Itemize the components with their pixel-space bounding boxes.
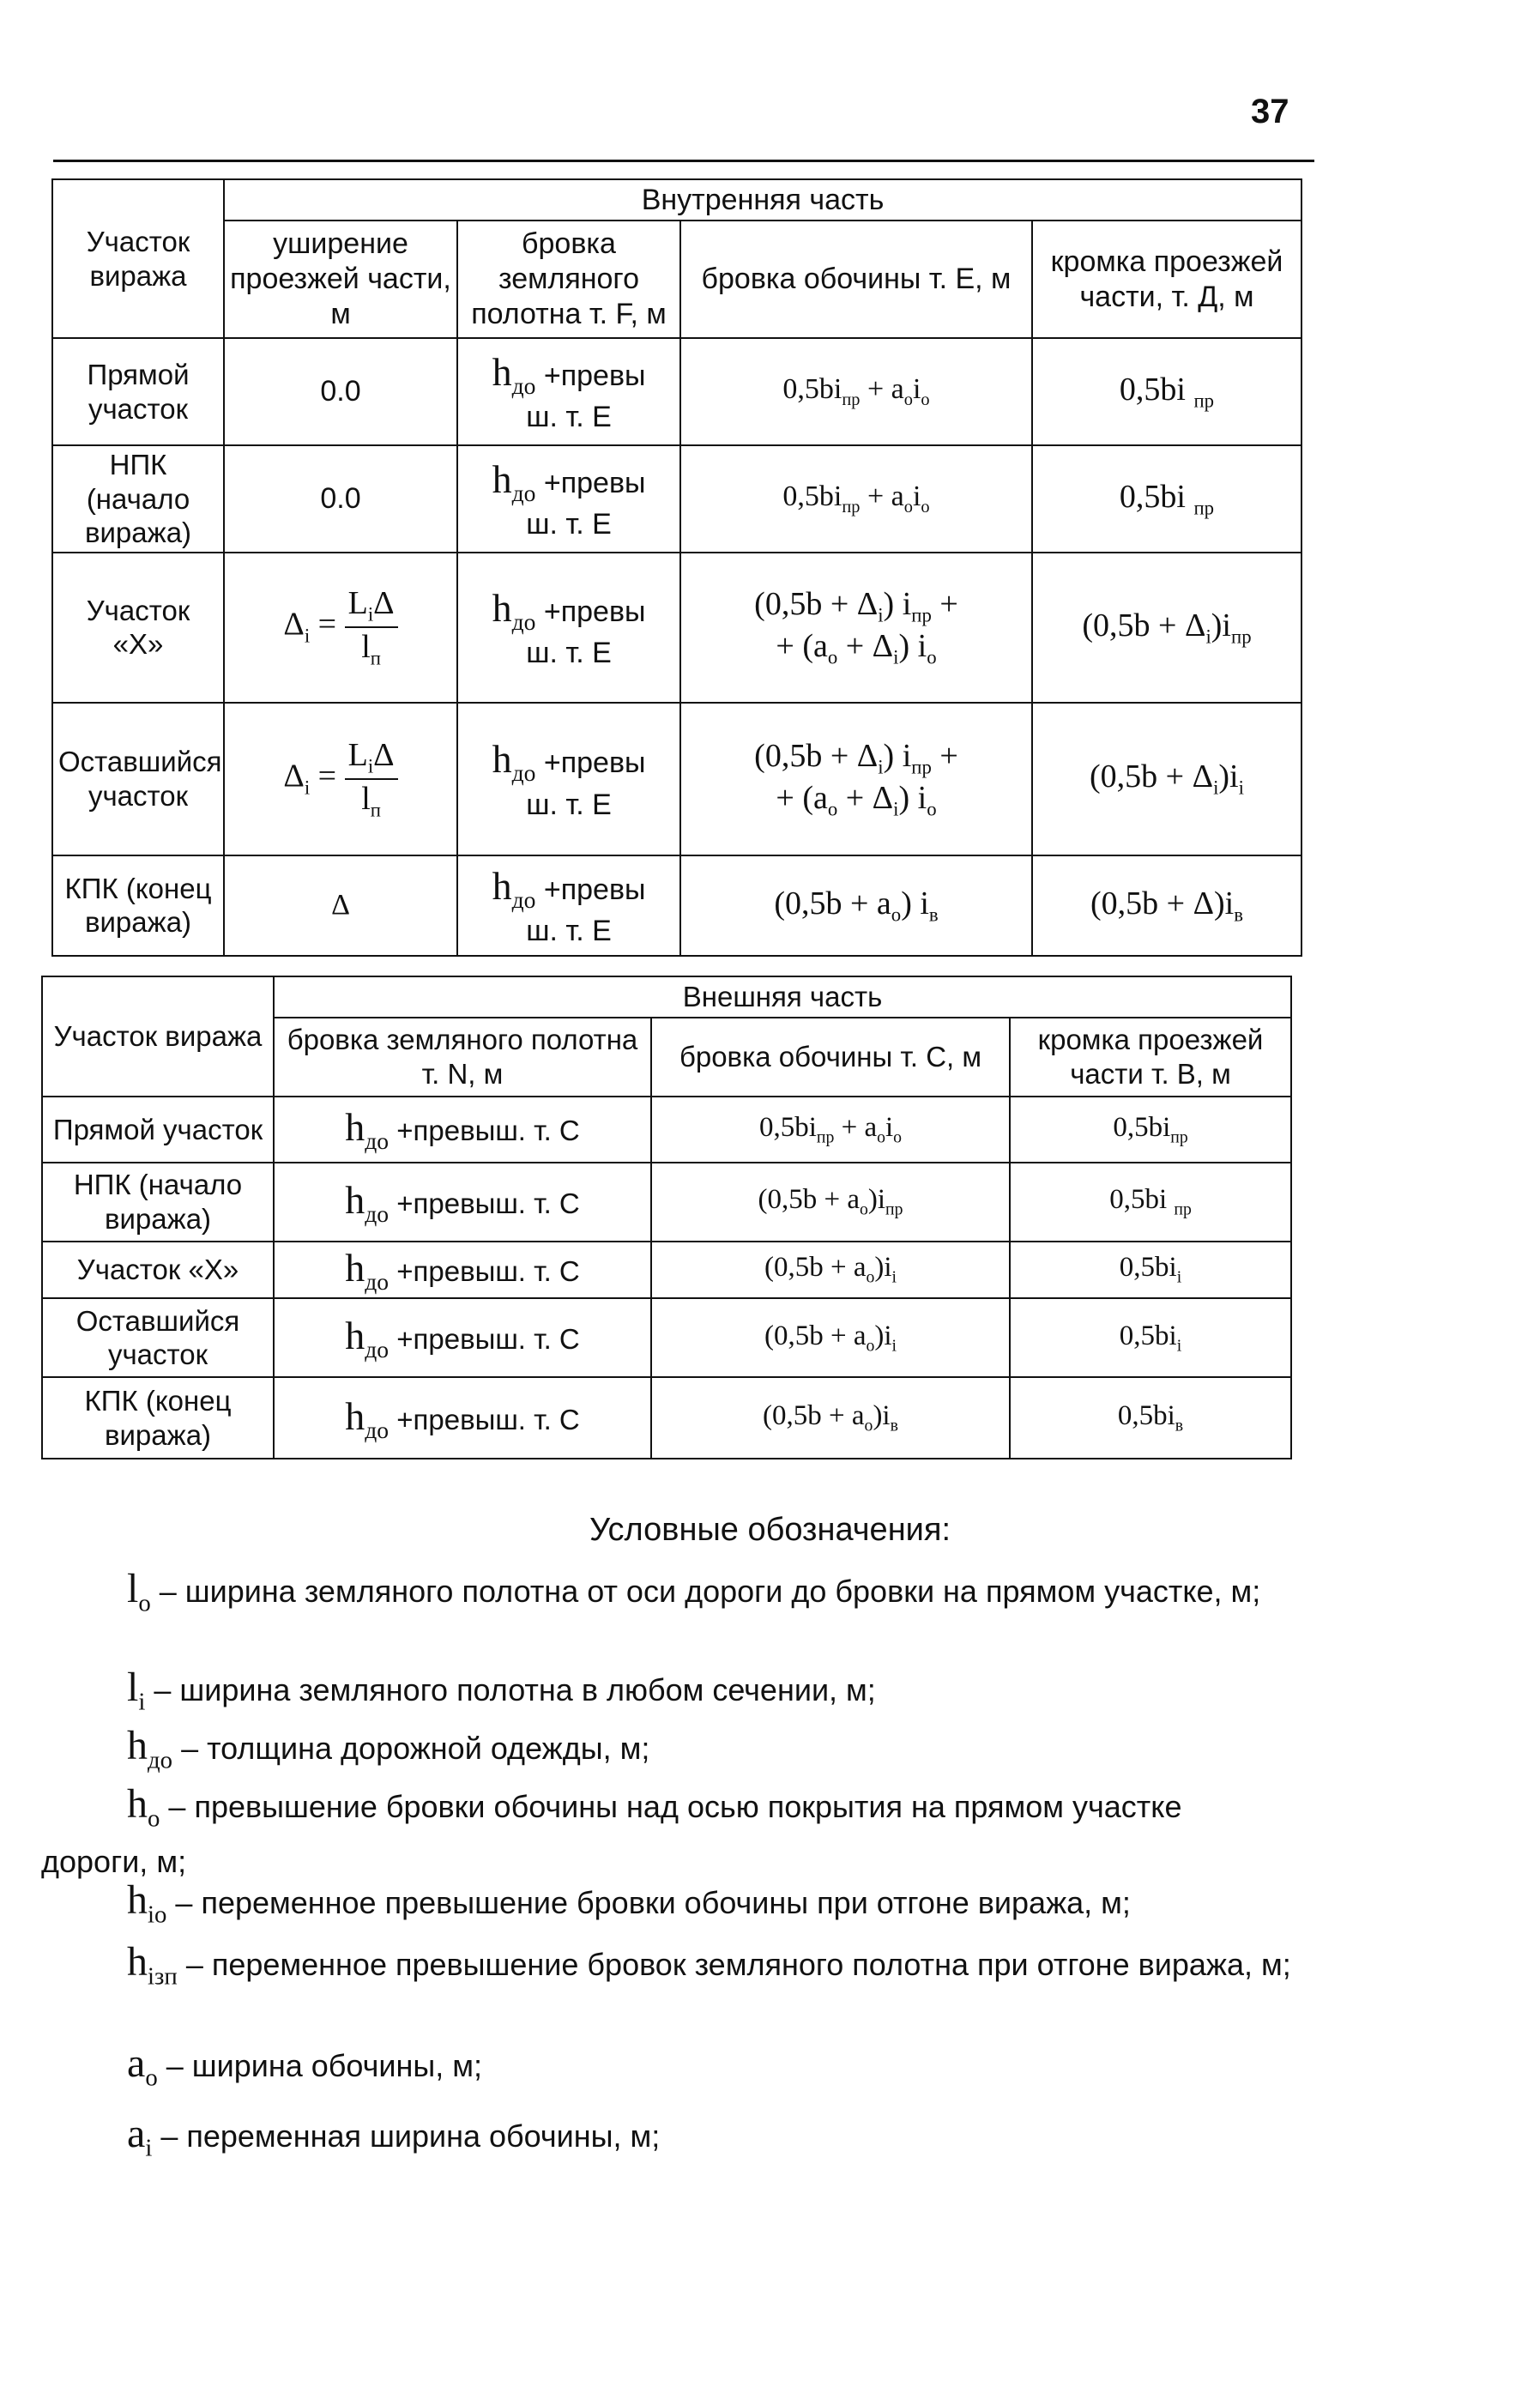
table-row <box>52 703 1301 855</box>
grade-cell: $h_{до}$ +превы ш. т. E <box>457 703 680 855</box>
group-header-inner: Внутренняя часть <box>224 179 1301 221</box>
page-number: 37 <box>1251 93 1289 130</box>
header-rule <box>53 160 1314 162</box>
widening-formula: $\Delta_i$ = $\frac{L_i\Delta}{l_п}$ <box>224 553 457 703</box>
shoulder-formula: $(0,5b + \Delta_i)$ $i_{пр}$ + + $(a_о + \Delta_i)$ $i_о$ <box>680 703 1032 855</box>
col-header-section: Участок виража <box>52 179 224 338</box>
group-header-outer: Внешняя часть <box>274 976 1291 1018</box>
shoulder-formula: $(0,5b + a_о)i_{пр}$ <box>651 1163 1010 1242</box>
row-label: КПК (конец виража) <box>42 1377 274 1459</box>
legend-symbol: $l_о$ <box>127 1566 151 1617</box>
legend-item <box>41 2032 1294 2097</box>
shoulder-formula: $0,5bi_{пр} + a_оi_о$ <box>680 445 1032 553</box>
row-label: НПК (начало виража) <box>52 445 224 553</box>
table-row <box>52 553 1301 703</box>
shoulder-formula: $0,5bi_{пр} + a_оi_о$ <box>651 1097 1010 1163</box>
legend-text: – ширина земляного полотна в любом сечении, м; <box>154 1672 876 1707</box>
shoulder-formula: $(0,5b + a_о)$ $i_в$ <box>680 855 1032 956</box>
widening-cell: 0.0 <box>224 445 457 553</box>
grade-cell: $h_{до}$ +превы ш. т. E <box>457 338 680 445</box>
shoulder-formula: $0,5bi_{пр} + a_оi_о$ <box>680 338 1032 445</box>
shoulder-formula: $(0,5b + a_о)i_в$ <box>651 1377 1010 1459</box>
grade-cell: $h_{до}$ +превы ш. т. E <box>457 855 680 956</box>
row-label: Участок «Х» <box>42 1242 274 1298</box>
edge-formula: $0,5bi_в$ <box>1010 1377 1291 1459</box>
legend-item <box>41 1714 1294 1780</box>
table-row <box>52 338 1301 445</box>
legend-item <box>41 1557 1294 1623</box>
legend-symbol: $l_i$ <box>127 1665 146 1716</box>
outer-part-table <box>41 976 1292 1459</box>
legend-text: – превышение бровки обочины над осью покрытия на прямом участке дороги, м; <box>41 1789 1182 1880</box>
row-label: Оставшийся участок <box>52 703 224 855</box>
widening-cell: 0.0 <box>224 338 457 445</box>
legend-item <box>41 1931 1294 1996</box>
grade-cell: $h_{до}$ +превыш. т. С <box>274 1163 651 1242</box>
edge-formula: $0,5bi_i$ <box>1010 1298 1291 1377</box>
row-label: КПК (конец виража) <box>52 855 224 956</box>
legend-symbol: $a_i$ <box>127 2111 153 2162</box>
table-row <box>52 855 1301 956</box>
widening-cell: Δ <box>224 855 457 956</box>
widening-formula: $\Delta_i$ = $\frac{L_i\Delta}{l_п}$ <box>224 703 457 855</box>
legend-item <box>41 1869 1294 1934</box>
inner-part-table <box>51 178 1302 957</box>
grade-cell: $h_{до}$ +превыш. т. С <box>274 1377 651 1459</box>
legend-symbol: $h_{до}$ <box>127 1723 173 1774</box>
legend-symbol: $h_о$ <box>127 1781 160 1833</box>
legend-symbol: $h_{iзп}$ <box>127 1939 178 1991</box>
grade-cell: $h_{до}$ +превыш. т. С <box>274 1242 651 1298</box>
shoulder-formula: $(0,5b + a_о)i_i$ <box>651 1242 1010 1298</box>
legend-item <box>41 1656 1294 1721</box>
table-row <box>42 1298 1291 1377</box>
col-header-section: Участок виража <box>42 976 274 1097</box>
col-header-grade-edge: бровка земляного полотна т. N, м <box>274 1018 651 1097</box>
legend-text: – ширина земляного полотна от оси дороги до бровки на прямом участке, м; <box>159 1574 1261 1609</box>
grade-cell: $h_{до}$ +превыш. т. С <box>274 1097 651 1163</box>
table-row <box>42 1097 1291 1163</box>
row-label: Участок «Х» <box>52 553 224 703</box>
edge-formula: $0,5bi_i$ <box>1010 1242 1291 1298</box>
col-header-shoulder-edge: бровка обочины т. E, м <box>680 221 1032 338</box>
grade-cell: $h_{до}$ +превы ш. т. E <box>457 553 680 703</box>
table-row <box>52 445 1301 553</box>
legend-title: Условные обозначения: <box>589 1512 951 1548</box>
grade-cell: $h_{до}$ +превыш. т. С <box>274 1298 651 1377</box>
col-header-grade-edge: бровка земляного полотна т. F, м <box>457 221 680 338</box>
legend-symbol: $h_{iо}$ <box>127 1877 167 1929</box>
col-header-pavement-edge: кромка проезжей части т. В, м <box>1010 1018 1291 1097</box>
col-header-widening: уширение проезжей части, м <box>224 221 457 338</box>
edge-formula: $(0,5b + \Delta_i)i_{пр}$ <box>1032 553 1301 703</box>
edge-formula: 0,5bi $_{пр}$ <box>1032 445 1301 553</box>
row-label: Прямой участок <box>42 1097 274 1163</box>
table-row <box>42 1163 1291 1242</box>
table-row <box>42 1377 1291 1459</box>
col-header-shoulder-edge: бровка обочины т. С, м <box>651 1018 1010 1097</box>
edge-formula: $(0,5b + \Delta_i)i_i$ <box>1032 703 1301 855</box>
shoulder-formula: $(0,5b + a_о)i_i$ <box>651 1298 1010 1377</box>
shoulder-formula: $(0,5b + \Delta_i)$ $i_{пр}$ + + $(a_о + \Delta_i)$ $i_о$ <box>680 553 1032 703</box>
table-row <box>42 1242 1291 1298</box>
row-label: НПК (начало виража) <box>42 1163 274 1242</box>
edge-formula: 0,5bi $_{пр}$ <box>1010 1163 1291 1242</box>
legend-text: – переменная ширина обочины, м; <box>160 2118 661 2154</box>
edge-formula: $0,5bi_{пр}$ <box>1010 1097 1291 1163</box>
legend-text: – ширина обочины, м; <box>166 2048 483 2083</box>
edge-formula: $(0,5b + \Delta)i_в$ <box>1032 855 1301 956</box>
row-label: Оставшийся участок <box>42 1298 274 1377</box>
legend-text: – толщина дорожной одежды, м; <box>181 1731 650 1766</box>
row-label: Прямой участок <box>52 338 224 445</box>
legend-text: – переменное превышение бровок земляного полотна при отгоне виража, м; <box>185 1947 1291 1982</box>
grade-cell: $h_{до}$ +превы ш. т. E <box>457 445 680 553</box>
legend-text: – переменное превышение бровки обочины при отгоне виража, м; <box>175 1885 1131 1920</box>
edge-formula: 0,5bi $_{пр}$ <box>1032 338 1301 445</box>
col-header-pavement-edge: кромка проезжей части, т. Д, м <box>1032 221 1301 338</box>
legend-symbol: $a_о$ <box>127 2040 158 2092</box>
legend-item <box>41 2102 1294 2167</box>
